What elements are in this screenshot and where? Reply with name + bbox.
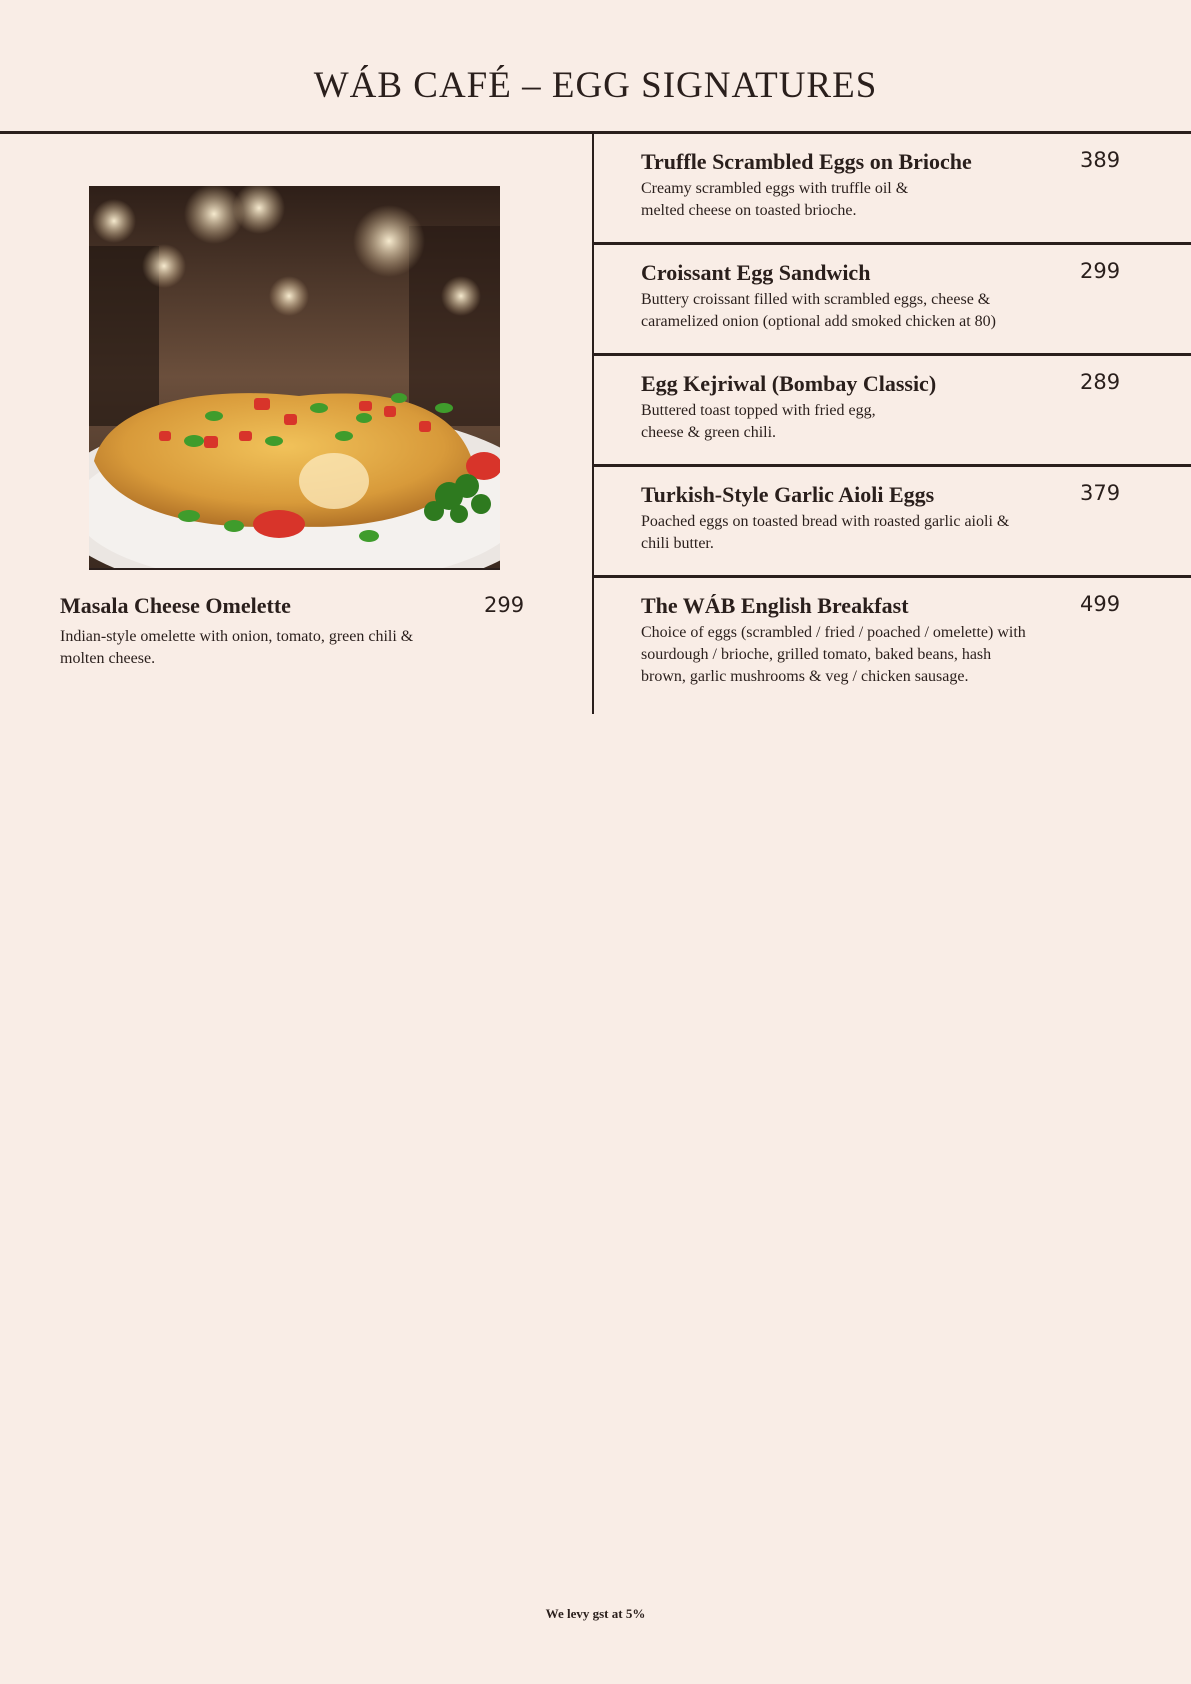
page-title: WÁB CAFÉ – EGG SIGNATURES <box>313 65 878 106</box>
menu-item <box>594 245 1191 356</box>
menu-item-description: Choice of eggs (scrambled / fried / poached / omelette) with sourdough / brioche, grilled tomato, baked beans, hash brown, garlic mushrooms & veg / chicken sausage. <box>641 624 1026 685</box>
menu-item-name: Turkish-Style Garlic Aioli Eggs <box>641 482 935 507</box>
menu-item <box>594 134 1191 245</box>
menu-item-price: 389 <box>1080 148 1121 172</box>
menu-item-description: Poached eggs on toasted bread with roasted garlic aioli & chili butter. <box>641 513 1010 552</box>
featured-item-price: 299 <box>484 593 525 617</box>
omelette-photo <box>89 186 500 570</box>
menu-list <box>594 134 1191 718</box>
featured-item-name: Masala Cheese Omelette <box>60 593 291 618</box>
menu-item-name: The WÁB English Breakfast <box>641 593 909 618</box>
featured-item-description: Indian-style omelette with onion, tomato, green chili & molten cheese. <box>60 628 414 667</box>
tax-footnote: We levy gst at 5% <box>545 1606 646 1621</box>
menu-item <box>594 578 1191 718</box>
menu-item <box>594 467 1191 578</box>
menu-item-price: 379 <box>1080 481 1121 505</box>
menu-item-name: Truffle Scrambled Eggs on Brioche <box>641 149 972 174</box>
menu-item-description: Buttered toast topped with fried egg, cheese & green chili. <box>641 402 876 441</box>
menu-item-name: Egg Kejriwal (Bombay Classic) <box>641 371 937 396</box>
menu-item-price: 499 <box>1080 592 1121 616</box>
menu-item-description: Creamy scrambled eggs with truffle oil & melted cheese on toasted brioche. <box>641 180 909 219</box>
menu-item-price: 299 <box>1080 259 1121 283</box>
menu-item-description: Buttery croissant filled with scrambled eggs, cheese & caramelized onion (optional add smoked chicken at 80) <box>641 291 996 330</box>
menu-item-name: Croissant Egg Sandwich <box>641 260 871 285</box>
menu-item-price: 289 <box>1080 370 1121 394</box>
menu-item <box>594 356 1191 467</box>
